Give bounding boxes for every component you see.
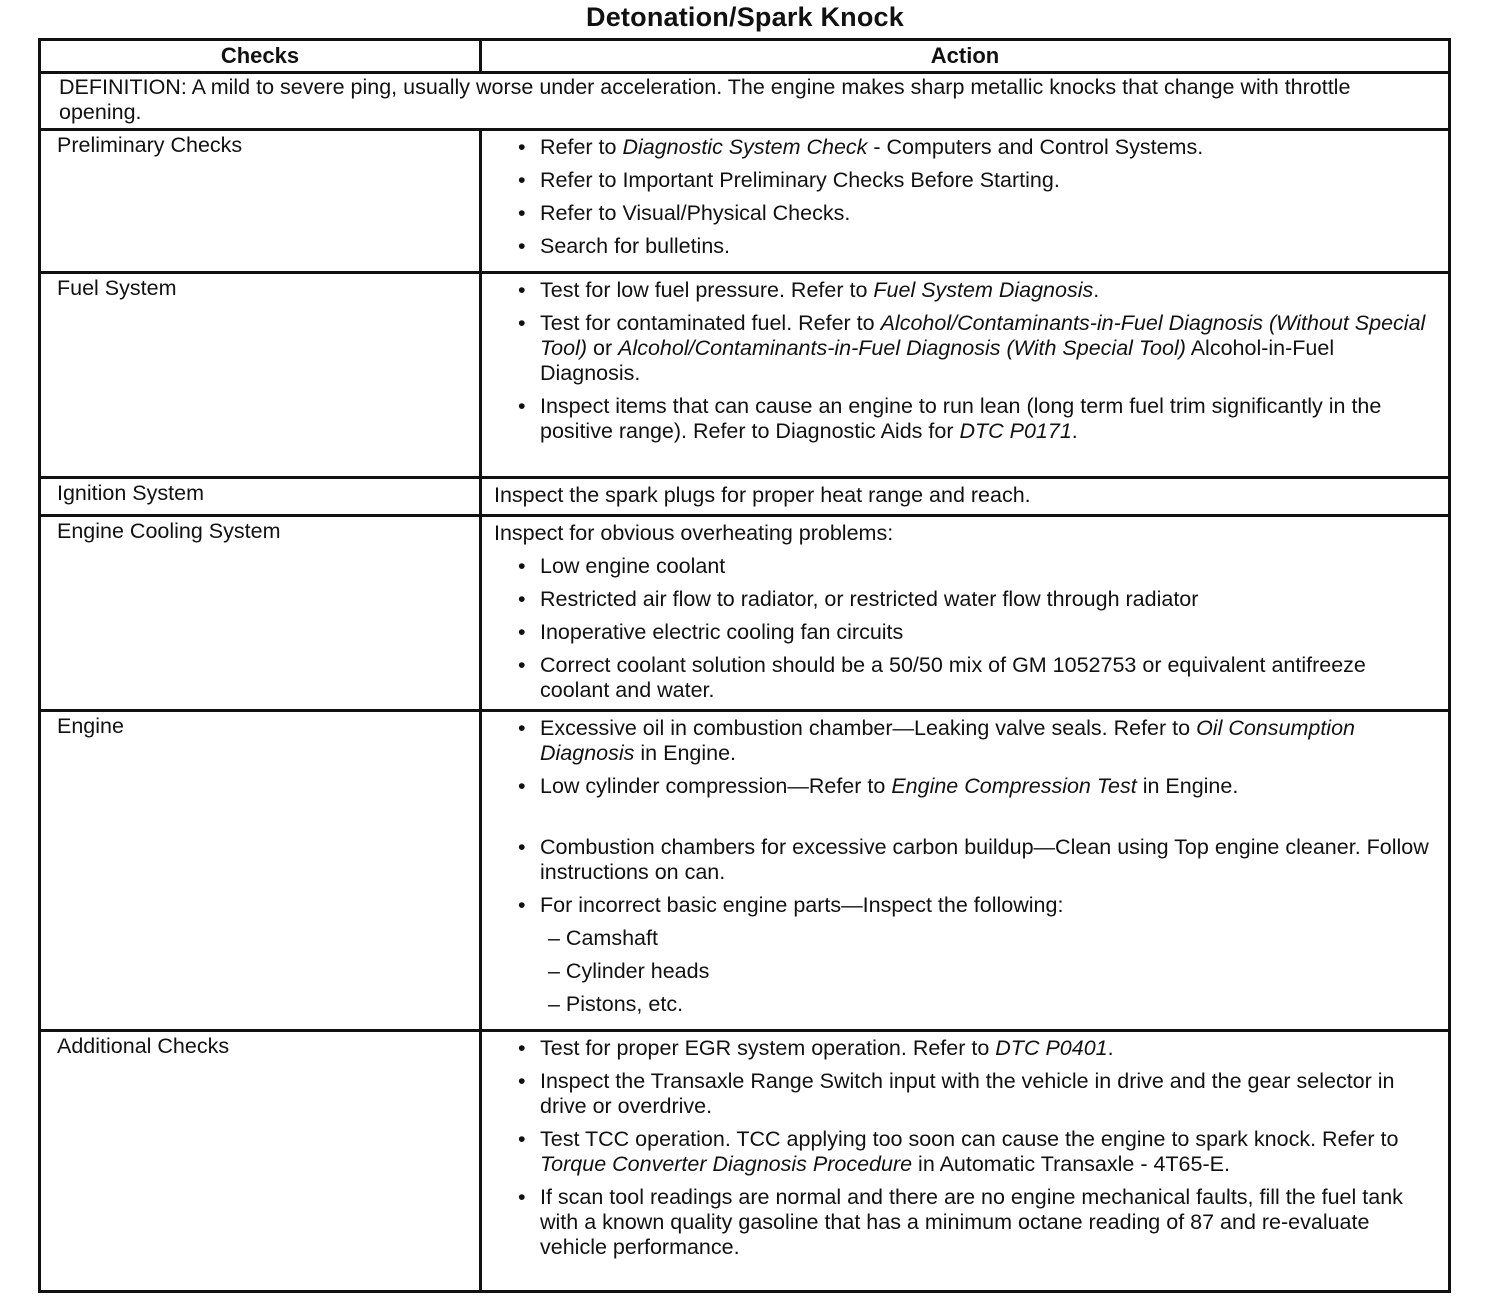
- table-row: [40, 1031, 1450, 1292]
- list-item: • Test for proper EGR system operation. Refer to DTC P0401.: [518, 1036, 1432, 1061]
- list-item: • Test for contaminated fuel. Refer to Alcohol/Contaminants-in-Fuel Diagnosis (Without Special Tool) or Alcohol/Contaminants-in-Fuel Diagnosis (With Special Tool) Alcohol-in-Fuel Diagnosis.: [518, 311, 1432, 386]
- reference-link-text: Fuel System Diagnosis: [873, 278, 1094, 302]
- table-row: [40, 711, 1450, 1031]
- check-label-engine: Engine: [40, 711, 481, 1031]
- list-item: • Low engine coolant: [518, 554, 1432, 579]
- sub-list: [540, 926, 1432, 1017]
- sub-list-item: – Cylinder heads: [548, 959, 710, 983]
- reference-link-text: DTC P0171: [959, 419, 1072, 443]
- diagnostic-table: [38, 38, 1451, 1293]
- check-label-preliminary: Preliminary Checks: [40, 130, 481, 273]
- definition-text: DEFINITION: A mild to severe ping, usually worse under acceleration. The engine makes sharp metallic knocks that change with throttle opening.: [40, 73, 1450, 130]
- table-row: [40, 478, 1450, 516]
- action-cell-fuel: [481, 273, 1450, 478]
- list-item: • Low cylinder compression—Refer to Engine Compression Test in Engine.: [518, 774, 1432, 799]
- list-item: • Inspect the Transaxle Range Switch input with the vehicle in drive and the gear selector in drive or overdrive.: [518, 1069, 1432, 1119]
- table-header-row: [40, 40, 1450, 73]
- list-item: • Combustion chambers for excessive carbon buildup—Clean using Top engine cleaner. Follow instructions on can.: [518, 835, 1432, 885]
- header-action: Action: [481, 40, 1450, 73]
- sub-list-item: – Pistons, etc.: [548, 992, 684, 1016]
- reference-link-text: Alcohol/Contaminants-in-Fuel Diagnosis (With Special Tool): [618, 336, 1186, 360]
- page-title: Detonation/Spark Knock: [586, 2, 904, 32]
- list-item: • Inspect items that can cause an engine to run lean (long term fuel trim significantly in the positive range). Refer to Diagnostic Aids for DTC P0171.: [518, 394, 1432, 444]
- action-list: [494, 135, 1432, 259]
- action-cell-preliminary: [481, 130, 1450, 273]
- reference-link-text: DTC P0401: [995, 1036, 1108, 1060]
- check-label-cooling: Engine Cooling System: [40, 516, 481, 711]
- table-row: [40, 130, 1450, 273]
- action-list: [494, 1036, 1432, 1260]
- action-list: [494, 716, 1432, 1017]
- action-cell-ignition: [481, 478, 1450, 516]
- action-cell-engine: [481, 711, 1450, 1031]
- reference-link-text: Diagnostic System Check: [622, 135, 868, 159]
- list-item: • Correct coolant solution should be a 50/50 mix of GM 1052753 or equivalent antifreeze coolant and water.: [518, 653, 1432, 703]
- list-item: • If scan tool readings are normal and there are no engine mechanical faults, fill the fuel tank with a known quality gasoline that has a minimum octane reading of 87 and re-evaluate vehicle performance.: [518, 1185, 1432, 1260]
- list-item: • Test for low fuel pressure. Refer to Fuel System Diagnosis.: [518, 278, 1432, 303]
- sub-list-item: – Camshaft: [548, 926, 658, 950]
- action-list: [494, 278, 1432, 444]
- header-checks: Checks: [40, 40, 481, 73]
- action-intro: Inspect for obvious overheating problems:: [494, 521, 894, 545]
- list-item: • Refer to Important Preliminary Checks Before Starting.: [518, 168, 1432, 193]
- action-cell-additional: [481, 1031, 1450, 1292]
- check-label-additional: Additional Checks: [40, 1031, 481, 1292]
- reference-link-text: Alcohol/Contaminants-in-Fuel Diagnosis (Without Special Tool): [540, 311, 1426, 360]
- list-item: • Refer to Visual/Physical Checks.: [518, 201, 1432, 226]
- reference-link-text: Engine Compression Test: [891, 774, 1137, 798]
- list-item: • For incorrect basic engine parts—Inspect the following: – Camshaft – Cylinder heads – Pistons, etc.: [518, 893, 1432, 1017]
- table-row: [40, 273, 1450, 478]
- reference-link-text: Oil Consumption Diagnosis: [540, 716, 1355, 765]
- action-cell-cooling: [481, 516, 1450, 711]
- action-text: Inspect the spark plugs for proper heat range and reach.: [494, 483, 1031, 507]
- list-item: • Search for bulletins.: [518, 234, 1432, 259]
- reference-link-text: Torque Converter Diagnosis Procedure: [540, 1152, 913, 1176]
- definition-row: [40, 73, 1450, 130]
- table-row: [40, 516, 1450, 711]
- list-item: • Inoperative electric cooling fan circuits: [518, 620, 1432, 645]
- list-item: • Restricted air flow to radiator, or restricted water flow through radiator: [518, 587, 1432, 612]
- list-item: • Test TCC operation. TCC applying too soon can cause the engine to spark knock. Refer to Torque Converter Diagnosis Procedure in Automatic Transaxle - 4T65-E.: [518, 1127, 1432, 1177]
- check-label-fuel: Fuel System: [40, 273, 481, 478]
- list-item: • Refer to Diagnostic System Check - Computers and Control Systems.: [518, 135, 1432, 160]
- check-label-ignition: Ignition System: [40, 478, 481, 516]
- action-list: [494, 554, 1432, 703]
- list-item: • Excessive oil in combustion chamber—Leaking valve seals. Refer to Oil Consumption Diagnosis in Engine.: [518, 716, 1432, 766]
